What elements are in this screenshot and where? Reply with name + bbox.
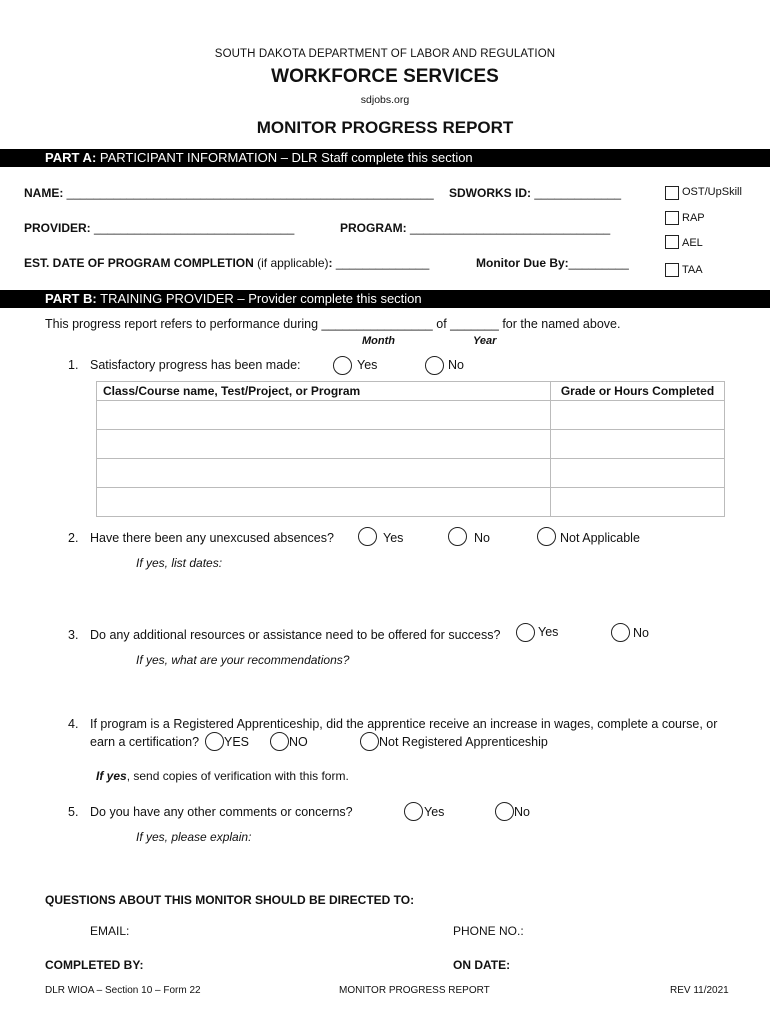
phone-label: PHONE NO.: bbox=[453, 924, 524, 938]
ael-label: AEL bbox=[682, 237, 703, 249]
q4-text-line2: earn a certification? bbox=[90, 735, 200, 749]
footer-form-id: DLR WIOA – Section 10 – Form 22 bbox=[45, 985, 201, 996]
grade-cell[interactable] bbox=[551, 401, 725, 430]
part-b-label: PART B: bbox=[45, 291, 97, 306]
period-year-field[interactable]: _______ bbox=[450, 317, 499, 331]
q4-number: 4. bbox=[68, 717, 79, 731]
table-header-grade: Grade or Hours Completed bbox=[551, 382, 725, 401]
sdworks-id-label: SDWORKS ID: bbox=[449, 186, 531, 200]
table-row bbox=[97, 430, 725, 459]
q1-number: 1. bbox=[68, 358, 79, 372]
taa-checkbox[interactable] bbox=[665, 263, 679, 277]
q2-na-label: Not Applicable bbox=[560, 531, 640, 545]
course-cell[interactable] bbox=[97, 401, 551, 430]
rap-label: RAP bbox=[682, 212, 705, 224]
q4-text-line1: If program is a Registered Apprenticeship, did the apprentice receive an increase in wages, complete a course, or bbox=[90, 717, 718, 731]
footer-revision: REV 11/2021 bbox=[670, 985, 729, 996]
part-b-title: TRAINING PROVIDER – Provider complete this section bbox=[96, 291, 422, 306]
monitor-due-label: Monitor Due By: bbox=[476, 256, 569, 270]
part-a-bar bbox=[0, 149, 770, 167]
q4-note: If yes, send copies of verification with this form. bbox=[96, 769, 349, 783]
taa-label: TAA bbox=[682, 264, 703, 276]
est-date-qualifier: (if applicable) bbox=[253, 256, 329, 270]
q5-number: 5. bbox=[68, 805, 79, 819]
q4-not-ra-label: Not Registered Apprenticeship bbox=[379, 735, 548, 749]
grade-cell[interactable] bbox=[551, 430, 725, 459]
period-month-field[interactable]: ________________ bbox=[321, 317, 433, 331]
table-header-course: Class/Course name, Test/Project, or Program bbox=[97, 382, 551, 401]
q2-followup: If yes, list dates: bbox=[136, 556, 223, 570]
q4-not-ra-radio[interactable] bbox=[360, 732, 379, 751]
q5-no-radio[interactable] bbox=[495, 802, 514, 821]
program-field[interactable]: ______________________________ bbox=[410, 221, 611, 235]
q1-no-radio[interactable] bbox=[425, 356, 444, 375]
q2-no-radio[interactable] bbox=[448, 527, 467, 546]
completed-by-label: COMPLETED BY: bbox=[45, 958, 144, 972]
q2-yes-label: Yes bbox=[383, 531, 404, 545]
course-cell[interactable] bbox=[97, 459, 551, 488]
q5-no-label: No bbox=[514, 805, 530, 819]
course-cell[interactable] bbox=[97, 488, 551, 517]
q1-yes-label: Yes bbox=[357, 358, 378, 372]
q5-followup: If yes, please explain: bbox=[136, 830, 252, 844]
email-label: EMAIL: bbox=[90, 924, 130, 938]
q4-no-radio[interactable] bbox=[270, 732, 289, 751]
table-row bbox=[97, 459, 725, 488]
part-b-bar bbox=[0, 290, 770, 308]
q2-text: Have there been any unexcused absences? bbox=[90, 531, 334, 545]
year-caption: Year bbox=[473, 335, 497, 347]
table-header-row bbox=[97, 382, 725, 401]
website: sdjobs.org bbox=[360, 94, 410, 106]
progress-table bbox=[96, 381, 725, 517]
ael-checkbox[interactable] bbox=[665, 235, 679, 249]
contact-heading: QUESTIONS ABOUT THIS MONITOR SHOULD BE DIRECTED TO: bbox=[45, 893, 415, 907]
q5-yes-radio[interactable] bbox=[404, 802, 423, 821]
month-caption: Month bbox=[362, 335, 395, 347]
on-date-label: ON DATE: bbox=[453, 958, 511, 972]
grade-cell[interactable] bbox=[551, 459, 725, 488]
sdworks-id-field[interactable]: _____________ bbox=[534, 186, 622, 200]
monitor-due-field[interactable]: _________ bbox=[568, 256, 629, 270]
ost-upskill-label: OST/UpSkill bbox=[682, 186, 742, 198]
page-title: MONITOR PROGRESS REPORT bbox=[256, 118, 514, 137]
q3-yes-label: Yes bbox=[538, 625, 559, 639]
program-label: PROGRAM: bbox=[340, 221, 407, 235]
q4-yes-label: YES bbox=[224, 735, 250, 749]
q2-no-label: No bbox=[474, 531, 490, 545]
q3-followup: If yes, what are your recommendations? bbox=[136, 653, 350, 667]
q3-text: Do any additional resources or assistance need to be offered for success? bbox=[90, 628, 501, 642]
est-date-colon: : bbox=[328, 256, 333, 270]
agency-name: WORKFORCE SERVICES bbox=[271, 66, 499, 87]
rap-checkbox[interactable] bbox=[665, 211, 679, 225]
q5-text: Do you have any other comments or concerns? bbox=[90, 805, 353, 819]
name-label: NAME: bbox=[24, 186, 64, 200]
q3-yes-radio[interactable] bbox=[516, 623, 535, 642]
q3-no-label: No bbox=[633, 626, 649, 640]
name-field[interactable]: _______________________________________________________ bbox=[66, 186, 434, 200]
part-a-label: PART A: bbox=[45, 150, 97, 165]
q4-no-label: NO bbox=[289, 735, 308, 749]
provider-field[interactable]: ______________________________ bbox=[94, 221, 295, 235]
part-a-title: PARTICIPANT INFORMATION – DLR Staff complete this section bbox=[96, 150, 473, 165]
q1-yes-radio[interactable] bbox=[333, 356, 352, 375]
period-statement: This progress report refers to performance during ________________ of _______ for the named above. bbox=[45, 317, 621, 331]
q5-yes-label: Yes bbox=[424, 805, 445, 819]
table-row bbox=[97, 401, 725, 430]
q2-yes-radio[interactable] bbox=[358, 527, 377, 546]
ost-upskill-checkbox[interactable] bbox=[665, 186, 679, 200]
table-row bbox=[97, 488, 725, 517]
q1-text: Satisfactory progress has been made: bbox=[90, 358, 301, 372]
q3-number: 3. bbox=[68, 628, 79, 642]
q1-no-label: No bbox=[448, 358, 464, 372]
grade-cell[interactable] bbox=[551, 488, 725, 517]
q3-no-radio[interactable] bbox=[611, 623, 630, 642]
provider-label: PROVIDER: bbox=[24, 221, 91, 235]
q4-yes-radio[interactable] bbox=[205, 732, 224, 751]
est-date-field[interactable]: ______________ bbox=[335, 256, 430, 270]
course-cell[interactable] bbox=[97, 430, 551, 459]
q2-na-radio[interactable] bbox=[537, 527, 556, 546]
q2-number: 2. bbox=[68, 531, 79, 545]
est-date-label: EST. DATE OF PROGRAM COMPLETION bbox=[24, 256, 254, 270]
department-name: SOUTH DAKOTA DEPARTMENT OF LABOR AND REGULATION bbox=[214, 48, 556, 60]
footer-title: MONITOR PROGRESS REPORT bbox=[339, 985, 490, 996]
